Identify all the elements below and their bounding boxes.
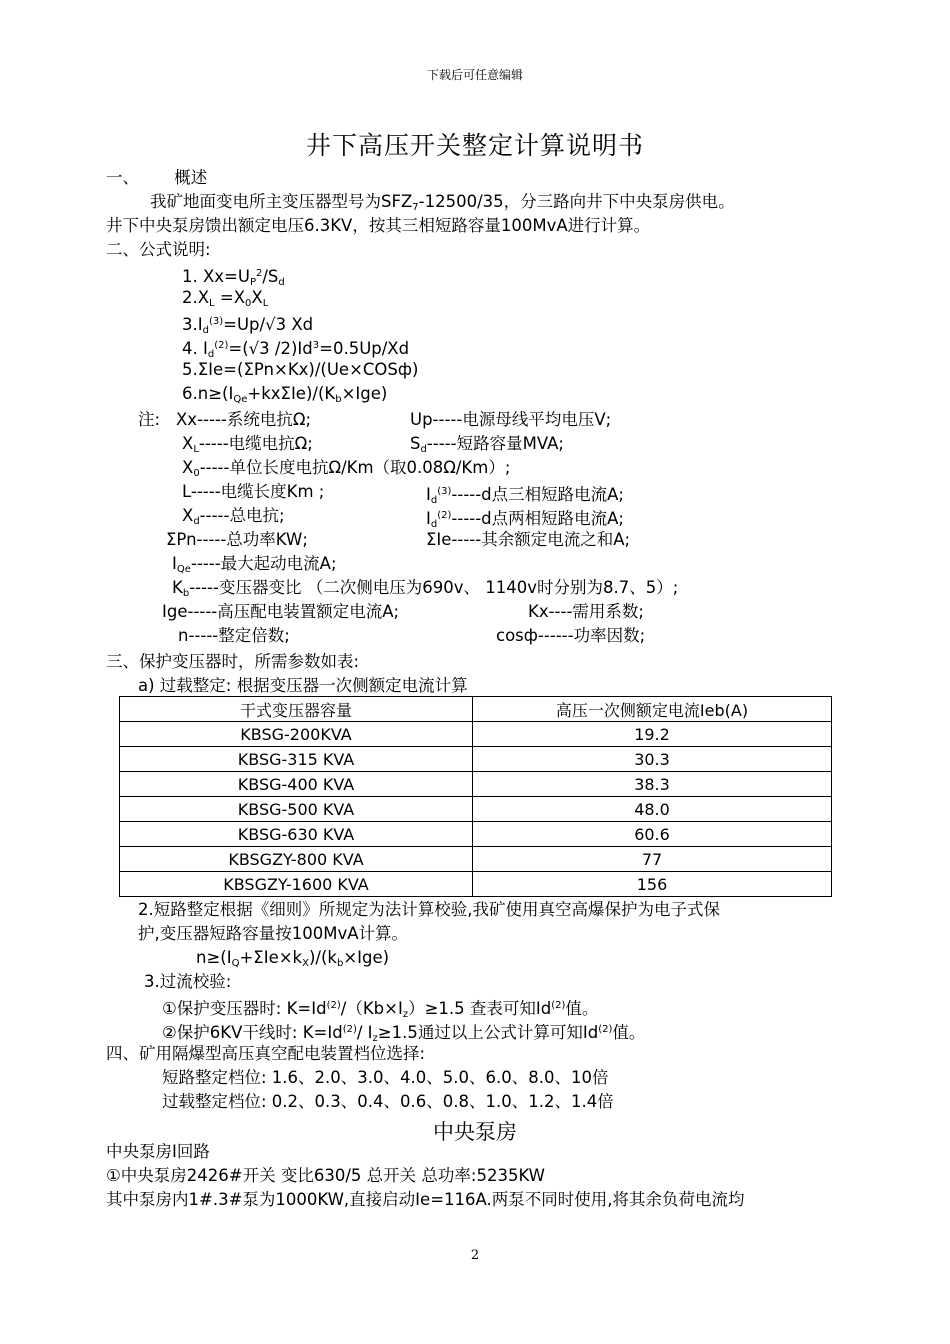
table-cell: KBSG-200KVA	[120, 722, 473, 747]
note-id2: $I_d^{(2)}-----d$点两相短路电流A;	[426, 509, 624, 530]
table-cell: 48.0	[473, 797, 832, 822]
note-xl: $X_L-----$电缆电抗Ω;	[182, 434, 313, 455]
note-pn: ΣPn-----总功率KW;	[166, 530, 308, 549]
short-circuit-para-line1: 2.短路整定根据《细则》所规定为法计算校验,我矿使用真空高爆保护为电子式保	[138, 900, 720, 919]
note-l: L-----电缆长度Km ;	[182, 482, 325, 501]
note-cos: cosф------功率因数;	[496, 626, 646, 645]
overcurrent-heading: 3.过流校验:	[144, 972, 232, 991]
note-n: n-----整定倍数;	[178, 626, 290, 645]
pump-room-line2: 其中泵房内1#.3#泵为1000KW,直接启动Ie=116A.两泵不同时使用,将其余负荷电流均	[106, 1190, 745, 1209]
section4-heading: 四、矿用隔爆型高压真空配电装置档位选择:	[106, 1044, 426, 1063]
formula-5: 5.ΣIe=(ΣPn×Kx)/(Ue×COSф)	[182, 360, 419, 379]
table-cell: KBSGZY-800 KVA	[120, 847, 473, 872]
formula-1: 1. $Xx=U_P^2/S_d$	[182, 267, 285, 288]
note-up: Up-----电源母线平均电压V;	[410, 410, 612, 429]
section1-title: 概述	[174, 168, 208, 187]
section3-sub-a: a) 过载整定: 根据变压器一次侧额定电流计算	[138, 676, 468, 695]
table-row	[120, 797, 832, 822]
table-cell: 30.3	[473, 747, 832, 772]
table-row	[120, 822, 832, 847]
short-circuit-formula: $n\ge(I_Q+\Sigma Ie\times k_X)/(k_b\times Ige)$	[196, 948, 390, 969]
table-cell: 38.3	[473, 772, 832, 797]
overload-settings: 过载整定档位: 0.2、0.3、0.4、0.6、0.8、1.0、1.2、1.4倍	[162, 1092, 614, 1111]
pump-room-circuit: 中央泵房Ⅰ回路	[106, 1142, 210, 1161]
table-row	[120, 772, 832, 797]
transformer-table	[119, 696, 832, 897]
section2-heading: 二、公式说明:	[106, 240, 211, 259]
section1-para2: 井下中央泵房馈出额定电压6.3KV，按其三相短路容量100MvA进行计算。	[106, 216, 651, 235]
note-ige: Ige-----高压配电装置额定电流A;	[162, 602, 400, 621]
section3-heading: 三、保护变压器时，所需参数如表:	[106, 652, 360, 671]
formula-3: $3.I_d^{(3)}=Up/√3$ Xd	[182, 315, 314, 336]
overcurrent-item-2: ②保护6KV干线时: $K=Id^{(2)}/$ $I_z\ge 1.5$通过以上公式计算可知Id$^{(2)}$值。	[162, 1023, 646, 1044]
formula-4: 4. $I_d^{(2)}=(√3$ $/2)Id^3=0.5Up/Xd$	[182, 339, 410, 360]
table-row	[120, 847, 832, 872]
note-label: 注:	[138, 410, 161, 429]
note-x0: $X_0-----$单位长度电抗Ω/Km（取0.08Ω/Km）;	[182, 458, 511, 479]
table-cell: KBSG-500 KVA	[120, 797, 473, 822]
formula-2: $2.X_L =X_0X_L$	[182, 288, 269, 309]
page-header: 下载后可任意编辑	[426, 68, 523, 82]
overcurrent-item-1: ①保护变压器时: $K=Id^{(2)}/(Kb\times I_z)\ge 1.5$ 查表可知Id$^{(2)}$值。	[162, 999, 599, 1020]
table-cell: 156	[473, 872, 832, 897]
table-cell: 60.6	[473, 822, 832, 847]
document-title: 井下高压开关整定计算说明书	[305, 131, 644, 160]
note-id3: $I_d^{(3)}-----d$点三相短路电流A;	[426, 485, 624, 506]
note-xx: Xx-----系统电抗Ω;	[176, 410, 312, 429]
table-cell: 19.2	[473, 722, 832, 747]
section1-number: 一、	[106, 168, 139, 187]
table-header-capacity: 干式变压器容量	[120, 697, 473, 722]
table-row	[120, 722, 832, 747]
table-header-current: 高压一次侧额定电流Ieb(A)	[473, 697, 832, 722]
short-circuit-para-line2: 护,变压器短路容量按100MvA计算。	[138, 924, 409, 943]
pump-room-heading: 中央泵房	[433, 1120, 517, 1144]
table-row	[120, 872, 832, 897]
table-row	[120, 747, 832, 772]
section1-para1: 我矿地面变电所主变压器型号为$SFZ_7-12500/35$，分三路向井下中央泵房供电。	[150, 192, 735, 213]
table-cell: 77	[473, 847, 832, 872]
pump-room-line1: ①中央泵房2426#开关 变比630/5 总开关 总功率:5235KW	[106, 1166, 545, 1185]
section1-heading	[106, 166, 207, 190]
table-cell: KBSGZY-1600 KVA	[120, 872, 473, 897]
page-number: 2	[470, 1248, 480, 1263]
table-cell: KBSG-630 KVA	[120, 822, 473, 847]
note-kx: Kx----需用系数;	[528, 602, 644, 621]
note-sd: $S_d-----$短路容量MVA;	[410, 434, 564, 455]
note-ie: ΣIe-----其余额定电流之和A;	[426, 530, 631, 549]
table-header-row	[120, 697, 832, 722]
note-kb: $K_b-----$变压器变比 （二次侧电压为690v、 1140v时分别为8.7、5）;	[172, 578, 679, 599]
table-cell: KBSG-400 KVA	[120, 772, 473, 797]
table-cell: KBSG-315 KVA	[120, 747, 473, 772]
note-xd: $X_d-----$总电抗;	[182, 506, 285, 527]
note-iqe: $I_{Qe}-----$最大起动电流A;	[172, 554, 337, 575]
formula-6: $6.n\ge(I_{Qe}+kx\Sigma Ie)/(K_b\times Ige)$	[182, 384, 388, 405]
short-circuit-settings: 短路整定档位: 1.6、2.0、3.0、4.0、5.0、6.0、8.0、10倍	[162, 1068, 609, 1087]
